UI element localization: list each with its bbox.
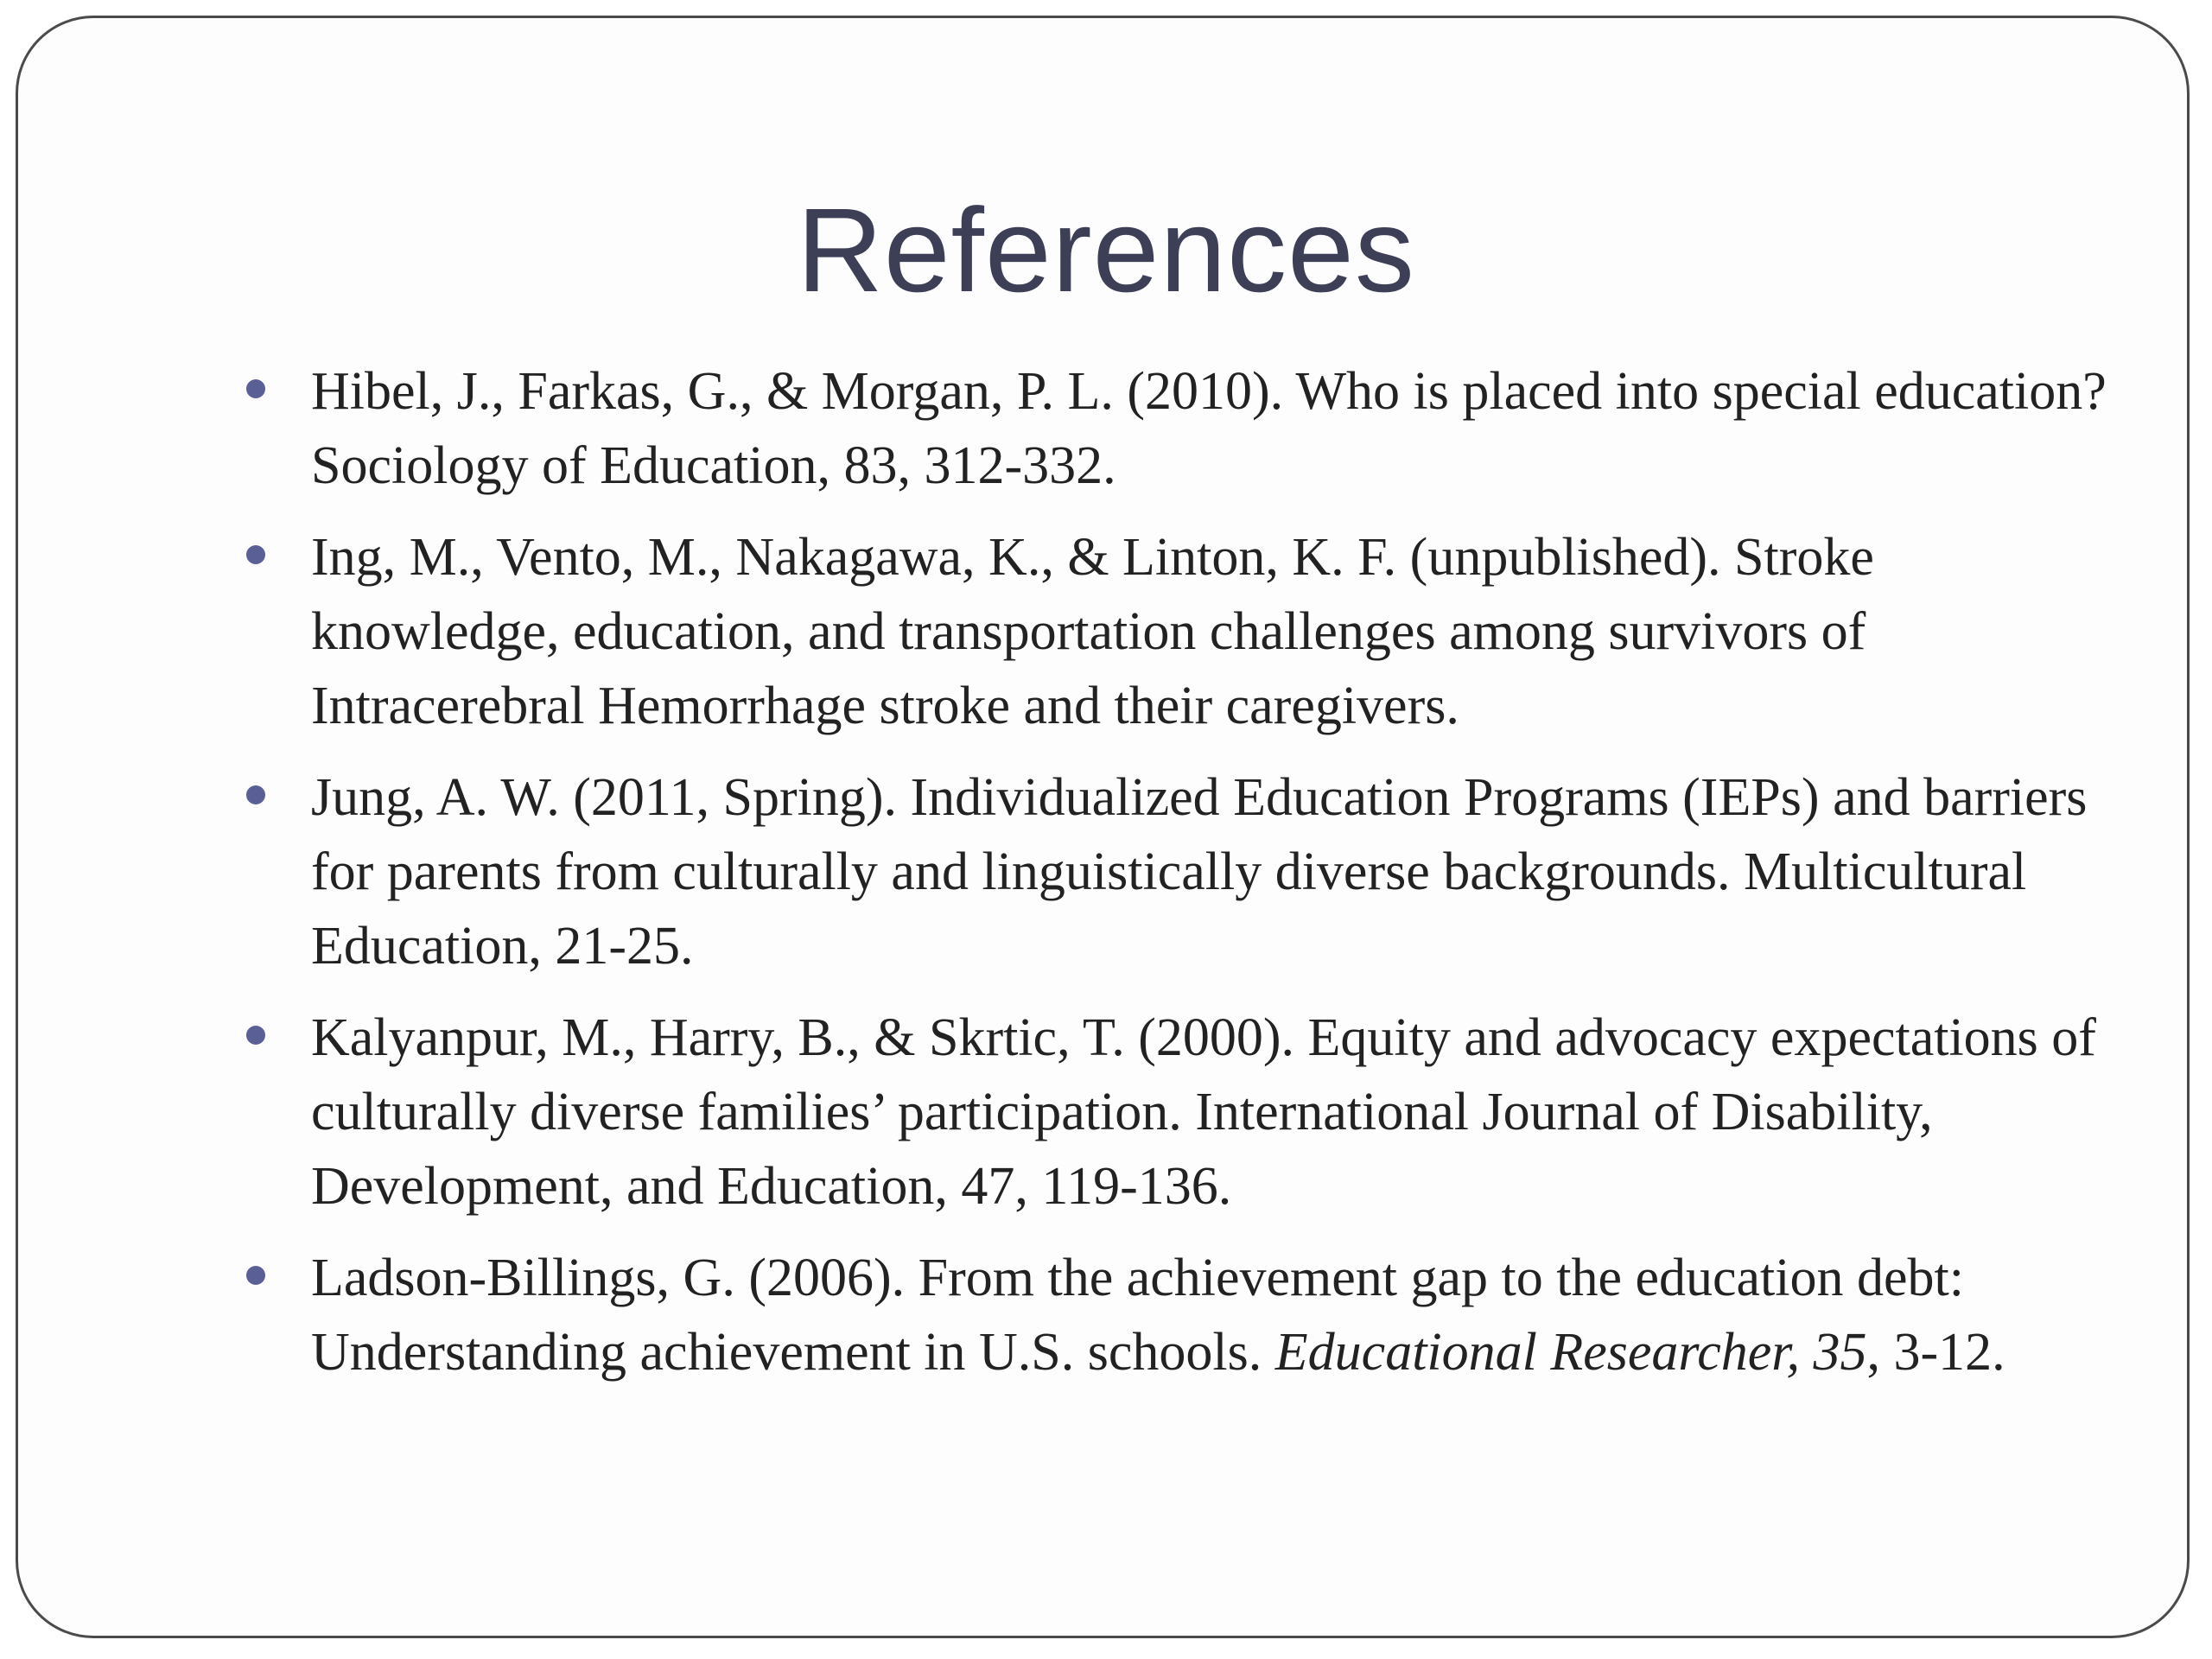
bullet-icon [246, 785, 265, 804]
reference-item [0, 354, 2212, 503]
reference-pages: , 3-12. [1866, 1323, 2005, 1382]
reference-item [0, 1001, 2212, 1224]
reference-text: Jung, A. W. (2011, Spring). Individualized Education Programs (IEPs) and barriers for parents from culturally and linguistically diverse backgrounds. Multicultural Education, 21-25. [311, 768, 2088, 976]
reference-item [0, 760, 2212, 983]
bullet-icon [246, 1026, 265, 1045]
reference-text-part: Ladson-Billings, G. (2006). From the achievement gap to the education debt: Understanding achievement in U.S. schools. [311, 1249, 1964, 1382]
journal-name: Educational Researcher, 35 [1274, 1323, 1867, 1382]
reference-text: Hibel, J., Farkas, G., & Morgan, P. L. (2010). Who is placed into special education? Sociology of Education, 83, 312-332. [311, 362, 2107, 495]
reference-text: Kalyanpur, M., Harry, B., & Skrtic, T. (2000). Equity and advocacy expectations of culturally diverse families’ participation. International Journal of Disability, Development, and Education, 47, 119-136. [311, 1008, 2096, 1216]
reference-item [0, 1241, 2212, 1389]
bullet-icon [246, 545, 265, 564]
bullet-icon [246, 379, 265, 398]
reference-item [0, 520, 2212, 743]
slide-title: References [797, 184, 1415, 317]
reference-text: Ing, M., Vento, M., Nakagawa, K., & Linton, K. F. (unpublished). Stroke knowledge, education, and transportation challenges among survivors of Intracerebral Hemorrhage stroke and their caregivers. [311, 528, 1874, 735]
reference-list [0, 354, 2212, 1407]
bullet-icon [246, 1266, 265, 1285]
